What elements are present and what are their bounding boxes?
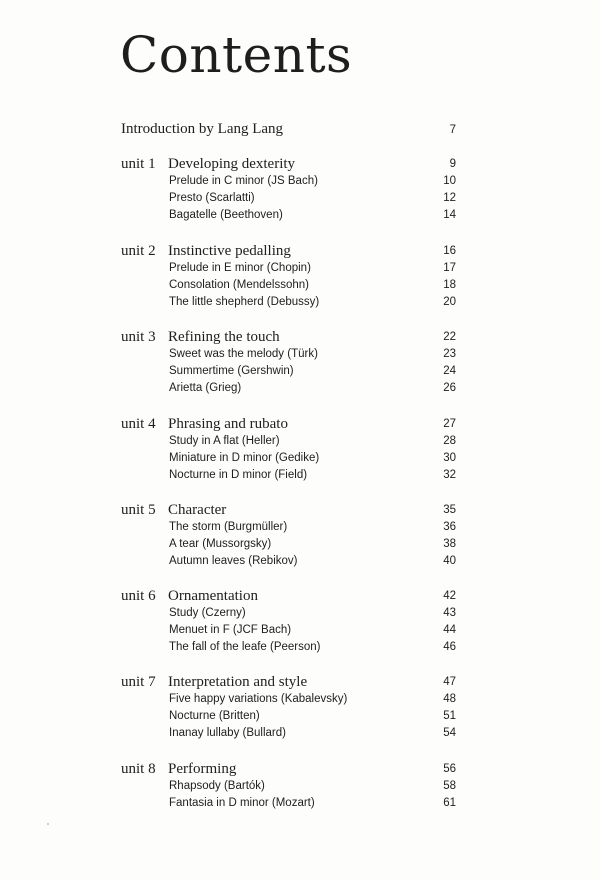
piece-entry[interactable] xyxy=(121,208,456,225)
piece-title: Five happy variations (Kabalevsky) xyxy=(169,693,348,705)
piece-page-number: 44 xyxy=(443,624,456,636)
unit-title: Character xyxy=(168,502,227,518)
unit-title: Refining the touch xyxy=(168,329,280,345)
unit-7-section xyxy=(121,674,456,743)
piece-entry[interactable] xyxy=(121,537,456,554)
piece-page-number: 54 xyxy=(443,727,456,739)
unit-title: Developing dexterity xyxy=(168,156,296,172)
unit-heading[interactable] xyxy=(121,243,456,261)
piece-title: Nocturne (Britten) xyxy=(169,710,260,722)
piece-page-number: 48 xyxy=(443,693,456,705)
unit-page-number: 22 xyxy=(443,331,456,343)
piece-entry[interactable] xyxy=(121,364,456,381)
piece-entry[interactable] xyxy=(121,295,456,312)
piece-entry[interactable] xyxy=(121,520,456,537)
unit-heading[interactable] xyxy=(121,329,456,347)
piece-entry[interactable] xyxy=(121,709,456,726)
unit-heading[interactable] xyxy=(121,761,456,779)
unit-heading[interactable] xyxy=(121,674,456,692)
piece-title: Presto (Scarlatti) xyxy=(169,192,255,204)
unit-heading[interactable] xyxy=(121,502,456,520)
piece-entry[interactable] xyxy=(121,174,456,191)
unit-page-number: 42 xyxy=(443,590,456,602)
unit-title: Phrasing and rubato xyxy=(168,416,288,432)
piece-entry[interactable] xyxy=(121,261,456,278)
unit-title: Instinctive pedalling xyxy=(168,243,291,259)
unit-title: Ornamentation xyxy=(168,588,258,604)
piece-entry[interactable] xyxy=(121,779,456,796)
piece-title: Rhapsody (Bartók) xyxy=(169,780,265,792)
piece-title: Menuet in F (JCF Bach) xyxy=(169,624,292,636)
piece-entry[interactable] xyxy=(121,554,456,571)
unit-label: unit 1 xyxy=(121,156,156,172)
piece-page-number: 24 xyxy=(443,365,456,377)
piece-page-number: 20 xyxy=(443,296,456,308)
piece-entry[interactable] xyxy=(121,606,456,623)
unit-title: Interpretation and style xyxy=(168,674,308,690)
piece-page-number: 40 xyxy=(443,555,456,567)
unit-title: Performing xyxy=(168,761,237,777)
unit-page-number: 35 xyxy=(443,504,456,516)
piece-title: Autumn leaves (Rebikov) xyxy=(169,555,298,567)
unit-3-section xyxy=(121,329,456,398)
unit-label: unit 3 xyxy=(121,329,156,345)
piece-title: Prelude in C minor (JS Bach) xyxy=(169,175,318,187)
piece-entry[interactable] xyxy=(121,451,456,468)
piece-page-number: 23 xyxy=(443,348,456,360)
unit-label: unit 2 xyxy=(121,243,156,259)
piece-title: The storm (Burgmüller) xyxy=(169,521,288,533)
piece-page-number: 14 xyxy=(443,209,456,221)
page-title: Contents xyxy=(120,26,353,84)
unit-4-section xyxy=(121,416,456,485)
piece-page-number: 58 xyxy=(443,780,456,792)
piece-page-number: 38 xyxy=(443,538,456,550)
piece-entry[interactable] xyxy=(121,191,456,208)
piece-title: Consolation (Mendelssohn) xyxy=(169,279,309,291)
piece-title: Inanay lullaby (Bullard) xyxy=(169,727,286,739)
piece-page-number: 12 xyxy=(443,192,456,204)
unit-label: unit 5 xyxy=(121,502,156,518)
piece-page-number: 61 xyxy=(443,797,456,809)
piece-title: Bagatelle (Beethoven) xyxy=(169,209,283,221)
piece-page-number: 28 xyxy=(443,435,456,447)
piece-page-number: 43 xyxy=(443,607,456,619)
introduction-page-number: 7 xyxy=(449,124,456,136)
piece-title: The fall of the leafe (Peerson) xyxy=(169,641,321,653)
piece-title: Study in A flat (Heller) xyxy=(169,435,280,447)
piece-entry[interactable] xyxy=(121,726,456,743)
piece-entry[interactable] xyxy=(121,796,456,813)
piece-entry[interactable] xyxy=(121,468,456,485)
introduction-entry[interactable] xyxy=(121,121,456,139)
piece-title: A tear (Mussorgsky) xyxy=(169,538,272,550)
piece-page-number: 10 xyxy=(443,175,456,187)
piece-entry[interactable] xyxy=(121,381,456,398)
unit-label: unit 6 xyxy=(121,588,156,604)
piece-entry[interactable] xyxy=(121,623,456,640)
paper-speck xyxy=(47,823,49,825)
piece-title: The little shepherd (Debussy) xyxy=(169,296,320,308)
piece-title: Prelude in E minor (Chopin) xyxy=(169,262,311,274)
piece-page-number: 30 xyxy=(443,452,456,464)
unit-heading[interactable] xyxy=(121,588,456,606)
piece-page-number: 51 xyxy=(443,710,456,722)
piece-entry[interactable] xyxy=(121,640,456,657)
unit-page-number: 47 xyxy=(443,676,456,688)
piece-title: Sweet was the melody (Türk) xyxy=(169,348,318,360)
piece-page-number: 46 xyxy=(443,641,456,653)
piece-entry[interactable] xyxy=(121,347,456,364)
piece-title: Summertime (Gershwin) xyxy=(169,365,294,377)
piece-entry[interactable] xyxy=(121,692,456,709)
unit-label: unit 7 xyxy=(121,674,156,690)
piece-entry[interactable] xyxy=(121,434,456,451)
piece-title: Arietta (Grieg) xyxy=(169,382,242,394)
piece-page-number: 17 xyxy=(443,262,456,274)
unit-heading[interactable] xyxy=(121,416,456,434)
piece-page-number: 36 xyxy=(443,521,456,533)
introduction-label: Introduction by Lang Lang xyxy=(121,121,284,137)
unit-heading[interactable] xyxy=(121,156,456,174)
unit-label: unit 4 xyxy=(121,416,156,432)
unit-8-section xyxy=(121,761,456,813)
unit-page-number: 56 xyxy=(443,763,456,775)
piece-page-number: 18 xyxy=(443,279,456,291)
piece-title: Miniature in D minor (Gedike) xyxy=(169,452,320,464)
unit-page-number: 9 xyxy=(449,158,456,170)
unit-6-section xyxy=(121,588,456,657)
piece-entry[interactable] xyxy=(121,278,456,295)
piece-title: Nocturne in D minor (Field) xyxy=(169,469,308,481)
unit-2-section xyxy=(121,243,456,312)
piece-page-number: 32 xyxy=(443,469,456,481)
piece-page-number: 26 xyxy=(443,382,456,394)
unit-page-number: 27 xyxy=(443,418,456,430)
piece-title: Fantasia in D minor (Mozart) xyxy=(169,797,315,809)
unit-5-section xyxy=(121,502,456,571)
unit-page-number: 16 xyxy=(443,245,456,257)
unit-label: unit 8 xyxy=(121,761,156,777)
unit-1-section xyxy=(121,156,456,225)
piece-title: Study (Czerny) xyxy=(169,607,246,619)
